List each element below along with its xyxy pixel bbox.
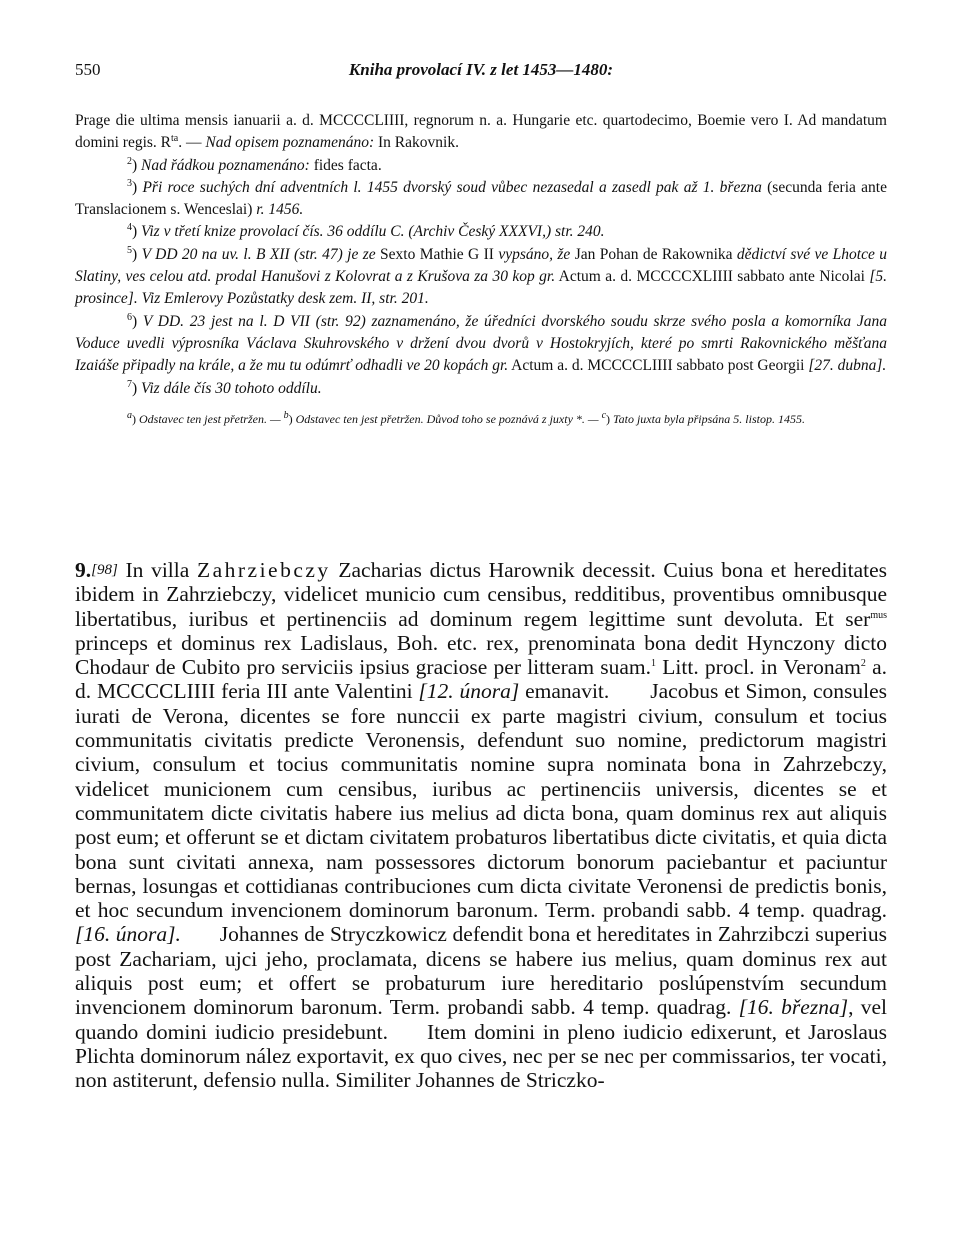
page-number: 550 bbox=[75, 60, 101, 79]
running-header bbox=[75, 60, 887, 90]
footnote-2: $^2$) Nad řádkou poznamenáno: fides facta. bbox=[127, 155, 382, 174]
date-note: [16. února]. bbox=[75, 922, 181, 947]
footnote-7: $^7$) Viz dále čís 30 tohoto oddílu. bbox=[127, 378, 322, 397]
entry-9 bbox=[75, 558, 893, 1093]
footnote-4: $^4$) Viz v třetí knize provolací čís. 36 oddílu C. (Archiv Český XXXVI,) str. 240. bbox=[127, 222, 605, 241]
footnote-marker: 5 bbox=[127, 244, 132, 256]
critical-apparatus: $^a$) Odstavec ten jest přetržen. — $^b$) Odstavec ten jest přetržen. Důvod toho se poznává z juxty *. — $^c$) Tato juxta byla připsána 5. listop. 1455. bbox=[127, 409, 805, 426]
entry-number: 9.[98] bbox=[75, 558, 118, 582]
footnotes-section bbox=[75, 110, 887, 429]
entry-reference: [98] bbox=[91, 562, 118, 578]
footnote-marker: 7 bbox=[127, 378, 132, 390]
date-note: [12. února] bbox=[418, 679, 520, 704]
footnote-3: $^3$) Při roce suchých dní adventních l. 1455 dvorský soud vůbec nezasedal a zasedl pak až 1. března (secunda feria ante Translacionem s. Wenceslai) r. 1456. bbox=[75, 177, 887, 219]
footnote-6: $^6$) V DD. 23 jest na l. D VII (str. 92) zaznamenáno, že úředníci dvorského soudu skrze svého posla a komorníka Jana Voduce uvedli výprosníka Václava Skuhrovského v držení dvou dvorů v Hostokryjích, které po smrti Rakovnického měšťana Izaiáše připadly na krále, a že mu tu odúmrť odhadli ve 20 kopách gr. Actum a. d. MCCCCLIIII sabbato post Georgii [27. dubna]. bbox=[75, 311, 887, 375]
date-note: [16. března] bbox=[738, 995, 849, 1020]
running-title: Kniha provolací IV. z let 1453—1480: bbox=[348, 60, 614, 79]
footnote-1: Prage die ultima mensis ianuarii a. d. MCCCCLIIII, regnorum n. a. Hungarie etc. quartodecimo, Boemie vero I. Ad mandatum domini regis. $R^{ta}$. — Nad opisem poznamenáno: In Rakovnik. bbox=[75, 112, 887, 152]
footnote-marker: 3 bbox=[127, 177, 132, 189]
footnote-5: $^5$) V DD 20 na uv. l. B XII (str. 47) je ze Sexto Mathie G II vypsáno, že Jan Pohan de Rakownika dědictví své ve Lhotce u Slatiny, ves celou atd. prodal Hanušovi z Kolovrat a z Krušova za 30 kop gr. Actum a. d. MCCCCXLIIII sabbato ante Nicolai [5. prosince]. Viz Emlerovy Pozůstatky desk zem. II, str. 201. bbox=[75, 244, 888, 308]
footnote-ref: 1 bbox=[651, 658, 657, 670]
entry-text: 9.[98] In villa Zahrziebczy Zacharias dictus Harownik decessit. Cuius bona et hereditates ibidem in Zahrziebczy, videlicet municio cum censibus, redditibus, proventibus omnibusque libertatibus, iuribus et pertinenciis ad dominum regem legittime sunt devoluta. Et ser$^{mus}$ princeps et dominus rex Ladislaus, Boh. etc. rex, prenominata bona dedit Hynczony dicto Chodaur de Cubito pro serviciis ipsius graciose per litteram suam.$^1$ Litt. procl. in Veronam$^2$ a. d. MCCCCLIIII feria III ante Valentini [12. února] emanavit. Jacobus et Simon, consules iurati de Verona, dicentes se fore nunccii ex parte magistri civium, consulum et tocius communitatis civitatis predicte Veronensis, defendunt suo nomine, predictorum magistri civium, consulum et tocius communitatis nomine supra nominata bona in Zahrzebczy, videlicet municionem cum censibus, iuribus ac pertinenciis universis, dicentes se et communitatem dicte civitatis habere ius melius ad dicta bona, quam dominus rex aut aliquis post eum; et offerunt se et dictam civitatem probaturos libertatibus dicte civitatis, et quia dicta bona sunt civitati annexa, nam possessores dictorum bonorum paciebantur et paciuntur bernas, losungas et cottidianas contribuciones cum dicta civitate Veronensi de predictis bonis, et hoc secundum invencionem dominorum baronum. Term. probandi sabb. 4 temp. quadrag. [16. února]. Johannes de Stryczkowicz defendit bona et hereditates in Zahrzibczi superius post Zachariam, ujci jeho, proclamata, dicens se habere ius melius, quam dominus rex aut aliquis post eum; et offert se probaturum iure hereditario poslúpenstvím secundum invencionem dominorum baronum. Term. probandi sabb. 4 temp. quadrag. [16. března], vel quando domini iudicio presidebunt. Item domini in pleno iudicio edixerunt, et Jaroslaus Plichta dominorum nález exportavit, ex quo cives, nec per se nec per commissarios, ter vocati, non astiterunt, defensio nulla. Similiter Johannes de Striczko- bbox=[75, 558, 893, 1093]
footnote-marker: 2 bbox=[127, 155, 132, 167]
footnote-marker: 6 bbox=[127, 311, 132, 323]
village-name: Zahrziebczy bbox=[196, 558, 331, 582]
footnote-ref: 2 bbox=[860, 658, 866, 670]
footnote-marker: 4 bbox=[127, 222, 132, 234]
